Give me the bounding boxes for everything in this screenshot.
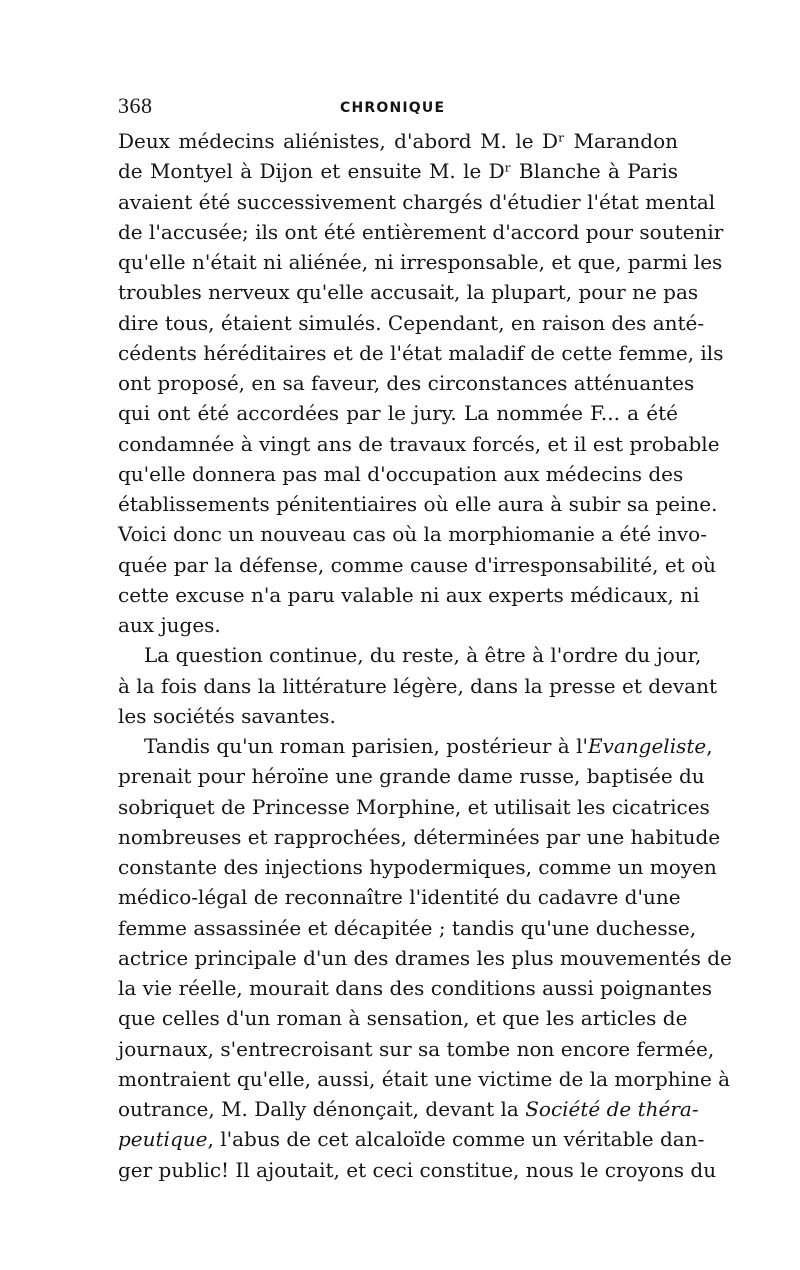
text-line: médico-légal de reconnaître l'identité du cadavre d'une (118, 885, 681, 910)
text-run: , (706, 734, 713, 758)
italic-society-name: Société de théra- (525, 1097, 699, 1121)
text-line: qu'elle donnera pas mal d'occupation aux médecins des (118, 461, 684, 486)
text-line: sobriquet de Princesse Morphine, et utilisait les cicatrices (118, 794, 710, 819)
text-line: quée par la défense, comme cause d'irresponsabilité, et où (118, 552, 716, 577)
text-line: ger public! Il ajoutait, et ceci constitue, nous le croyons du (118, 1157, 717, 1182)
text-line: actrice principale d'un des drames les plus mouvementés de (118, 945, 732, 970)
page-number: 368 (118, 93, 153, 118)
text-run: Tandis qu'un roman parisien, postérieur à l' (144, 734, 588, 758)
running-title: CHRONIQUE (340, 100, 446, 116)
italic-title-evangeliste: Evangeliste (587, 734, 707, 758)
text-line: prenait pour héroïne une grande dame russe, baptisée du (118, 764, 705, 789)
text-line: journaux, s'entrecroisant sur sa tombe non encore fermée, (118, 1036, 715, 1061)
text-run: , l'abus de cet alcaloïde comme un véritable dan- (207, 1127, 705, 1152)
text-line: établissements pénitentiaires où elle aura à subir sa peine. (118, 492, 718, 516)
text-line: que celles d'un roman à sensation, et que les articles de (118, 1006, 688, 1031)
text-line: à la fois dans la littérature légère, dans la presse et devant (118, 673, 718, 698)
text-line: troubles nerveux qu'elle accusait, la plupart, pour ne pas (118, 280, 699, 305)
text-line: constante des injections hypodermiques, comme un moyen (118, 855, 717, 879)
text-line: qui ont été accordées par le jury. La nommée F... a été (118, 401, 678, 426)
text-line: dire tous, étaient simulés. Cependant, en raison des anté- (118, 310, 705, 335)
text-line: condamnée à vingt ans de travaux forcés, et il est probable (118, 431, 720, 456)
text-line: femme assassinée et décapitée ; tandis qu'une duchesse, (118, 915, 697, 940)
text-line: Voici donc un nouveau cas où la morphiomanie a été invo- (118, 522, 707, 547)
page-header (118, 93, 684, 123)
text-line: aux juges. (118, 613, 221, 637)
text-line (118, 731, 713, 761)
text-line: avaient été successivement chargés d'étudier l'état mental (118, 189, 716, 214)
text-line: qu'elle n'était ni aliénée, ni irresponsable, et que, parmi les (118, 250, 723, 274)
text-line: cédents héréditaires et de l'état maladif de cette femme, ils (118, 340, 724, 365)
text-line (118, 1124, 705, 1154)
text-line (118, 1094, 699, 1124)
text-line: de Montyel à Dijon et ensuite M. le Dʳ Blanche à Paris (118, 159, 678, 184)
text-line: de l'accusée; ils ont été entièrement d'accord pour soutenir (118, 219, 724, 244)
body-text (118, 126, 732, 1185)
italic-society-name-end: peutique (118, 1127, 208, 1152)
text-line: La question continue, du reste, à être à l'ordre du jour, (144, 643, 702, 668)
text-line: les sociétés savantes. (118, 703, 336, 728)
text-run: outrance, M. Dally dénonçait, devant la (118, 1097, 526, 1121)
text-line: nombreuses et rapprochées, déterminées par une habitude (118, 824, 721, 849)
text-line: cette excuse n'a paru valable ni aux experts médicaux, ni (118, 582, 700, 607)
text-line: Deux médecins aliénistes, d'abord M. le Dʳ Marandon (118, 129, 678, 153)
text-line: ont proposé, en sa faveur, des circonstances atténuantes (118, 371, 695, 395)
text-line: la vie réelle, mourait dans des conditions aussi poignantes (118, 976, 713, 1000)
text-line: montraient qu'elle, aussi, était une victime de la morphine à (118, 1066, 731, 1091)
